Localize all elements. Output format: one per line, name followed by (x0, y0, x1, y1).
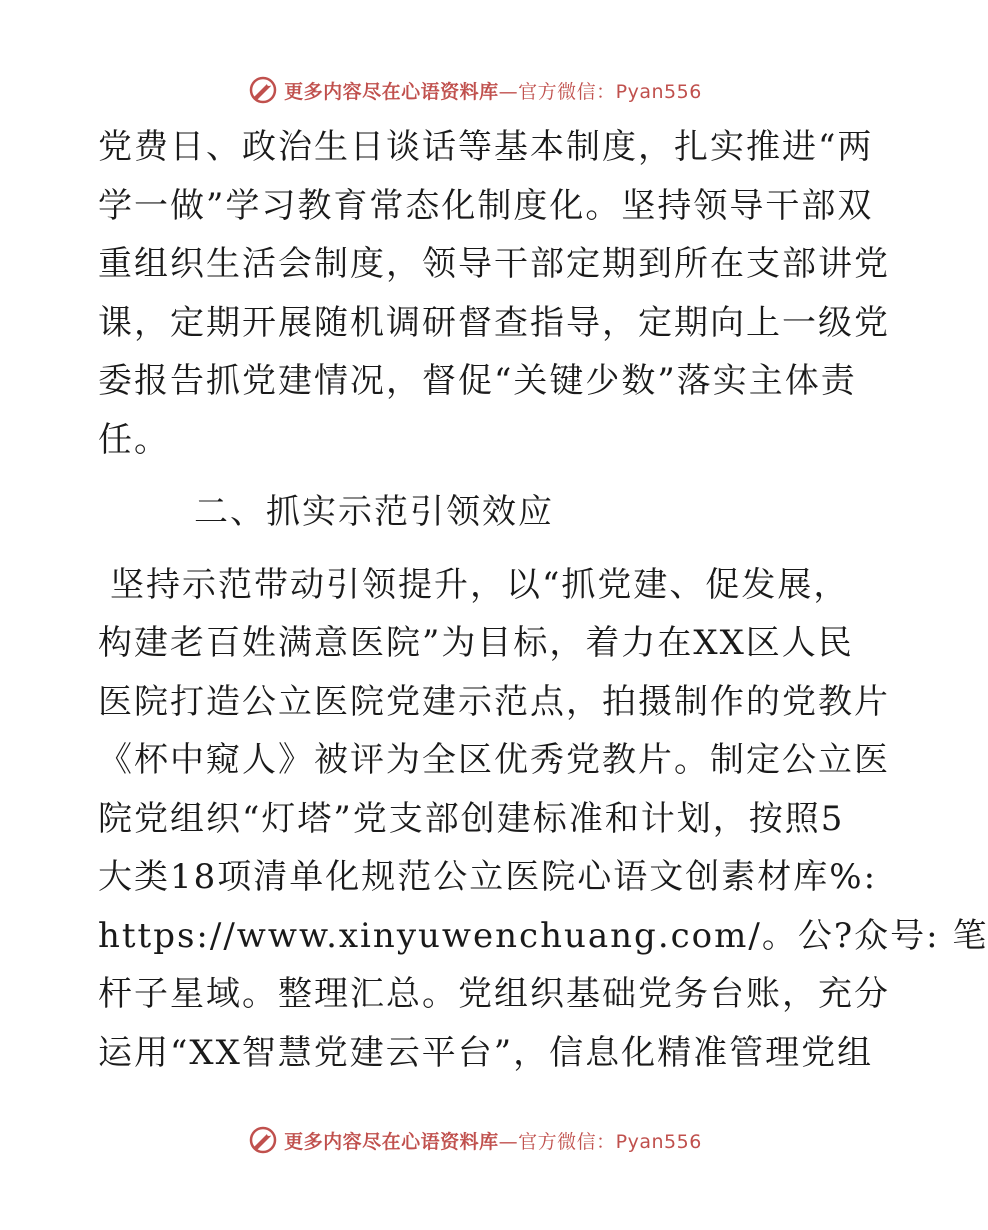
text-line: 运用“XX智慧党建云平台”，信息化精准管理党组 (98, 1032, 874, 1073)
paragraph-2 (98, 556, 988, 1083)
section-heading: 二、抓实示范引领效应 (194, 492, 554, 532)
pen-logo-icon (248, 1125, 278, 1155)
text-line: 党费日、政治生日谈话等基本制度，扎实推进“两 (98, 127, 874, 167)
text-line: 任。 (98, 419, 170, 460)
document-body (98, 118, 988, 1082)
text-line: 课，定期开展随机调研督查指导，定期向上一级党 (98, 302, 890, 343)
text-line: 《杯中窥人》被评为全区优秀党教片。制定公立医 (98, 740, 890, 780)
text-line: 大类18项清单化规范公立医院心语文创素材库%: (98, 857, 878, 897)
text-line: 重组织生活会制度，领导干部定期到所在支部讲党 (98, 244, 890, 284)
footer-watermark (0, 1120, 950, 1160)
header-watermark (0, 70, 950, 110)
text-line: 构建老百姓满意医院”为目标，着力在XX区人民 (98, 623, 854, 663)
text-line: 院党组织“灯塔”党支部创建标准和计划，按照5 (98, 798, 845, 839)
paragraph-1 (98, 118, 890, 469)
text-line: https://www.xinyuwenchuang.com/。公?众号: 笔 (98, 915, 988, 956)
text-line: 坚持示范带动引领提升，以“抓党建、促发展， (110, 564, 850, 605)
text-line: 医院打造公立医院党建示范点，拍摄制作的党教片 (98, 681, 890, 722)
text-line: 杆子星域。整理汇总。党组织基础党务台账，充分 (98, 974, 890, 1014)
text-line: 学一做”学习教育常态化制度化。坚持领导干部双 (98, 185, 874, 226)
watermark-text: 更多内容尽在心语资料库—官方微信：Pyan556 (284, 1130, 702, 1153)
text-line: 委报告抓党建情况，督促“关键少数”落实主体责 (98, 361, 857, 401)
pen-logo-icon (248, 75, 278, 105)
watermark-text: 更多内容尽在心语资料库—官方微信：Pyan556 (284, 80, 702, 103)
